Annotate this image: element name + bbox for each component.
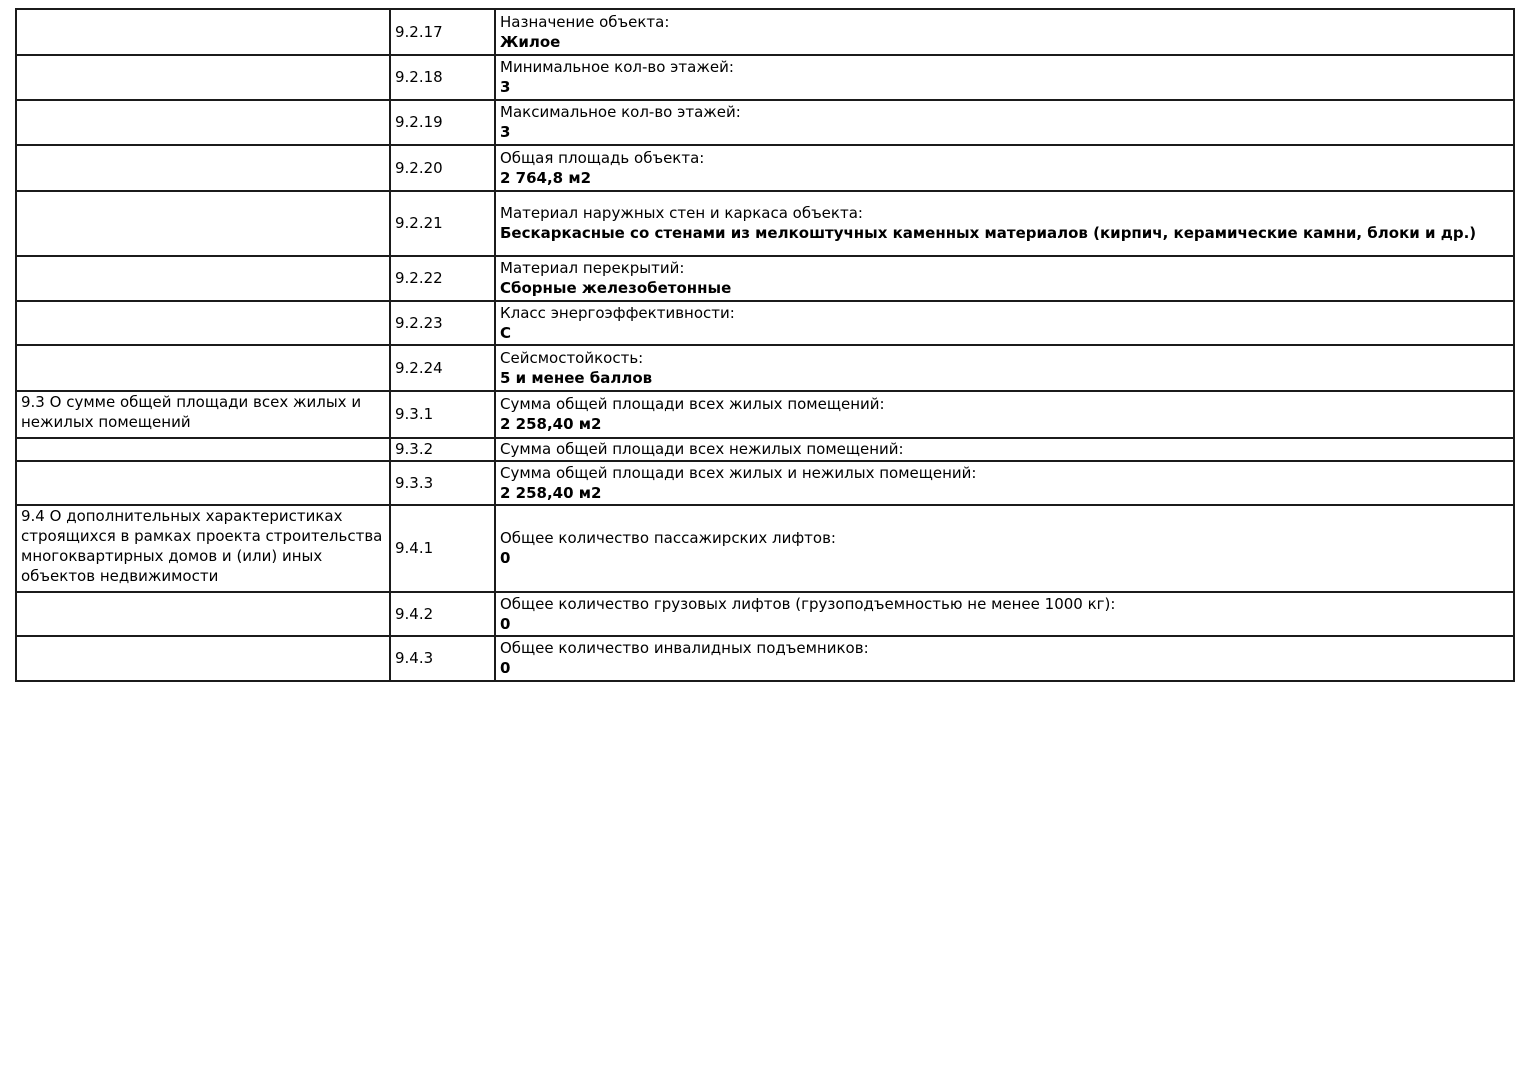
- declaration-table: [15, 8, 1515, 682]
- info-cell: [495, 301, 1514, 345]
- field-value: 0: [500, 614, 511, 633]
- item-number-cell: 9.2.21: [390, 191, 495, 256]
- field-label: Назначение объекта:: [500, 12, 670, 31]
- item-number-cell: 9.2.23: [390, 301, 495, 345]
- field-label: Класс энергоэффективности:: [500, 303, 735, 322]
- field-value: Сборные железобетонные: [500, 279, 732, 297]
- info-cell: [495, 391, 1514, 438]
- table-row: [16, 438, 1514, 461]
- item-number-cell: 9.2.22: [390, 256, 495, 301]
- section-cell: [16, 55, 390, 100]
- info-cell: [495, 438, 1514, 461]
- section-cell: 9.3 О сумме общей площади всех жилых и нежилых помещений: [16, 391, 390, 438]
- table-row: [16, 345, 1514, 391]
- table-row: [16, 592, 1514, 636]
- field-value: 5 и менее баллов: [500, 368, 653, 387]
- section-cell: [16, 145, 390, 191]
- info-cell: [495, 345, 1514, 391]
- section-cell: [16, 9, 390, 55]
- section-cell: [16, 592, 390, 636]
- info-cell: [495, 191, 1514, 256]
- field-label: Максимальное кол-во этажей:: [500, 103, 741, 121]
- section-cell: [16, 256, 390, 301]
- table-row: [16, 301, 1514, 345]
- field-label: Сейсмостойкость:: [500, 348, 644, 367]
- table-row: [16, 461, 1514, 505]
- item-number-cell: 9.3.1: [390, 391, 495, 438]
- item-number-cell: 9.3.3: [390, 461, 495, 505]
- section-cell: [16, 636, 390, 681]
- field-value: 2 764,8 м2: [500, 168, 592, 187]
- info-cell: [495, 100, 1514, 145]
- section-cell: 9.4 О дополнительных характеристиках строящихся в рамках проекта строительства многоквартирных домов и (или) иных объектов недвижимости: [16, 505, 390, 592]
- item-number-cell: 9.2.24: [390, 345, 495, 391]
- item-number-cell: 9.2.18: [390, 55, 495, 100]
- field-label: Сумма общей площади всех жилых помещений:: [500, 395, 885, 413]
- field-value: 0: [500, 659, 511, 677]
- table-row: [16, 191, 1514, 256]
- info-cell: [495, 256, 1514, 301]
- item-number-cell: 9.4.3: [390, 636, 495, 681]
- field-label: Общее количество пассажирских лифтов:: [500, 529, 836, 547]
- section-cell: [16, 100, 390, 145]
- field-label: Материал наружных стен и каркаса объекта:: [500, 204, 863, 222]
- table-row: [16, 391, 1514, 438]
- field-value: 3: [500, 78, 511, 96]
- field-value: 0: [500, 549, 511, 567]
- field-label: Сумма общей площади всех нежилых помещений:: [500, 440, 904, 458]
- info-cell: [495, 145, 1514, 191]
- info-cell: [495, 461, 1514, 505]
- table-row: [16, 505, 1514, 592]
- field-label: Минимальное кол-во этажей:: [500, 58, 734, 76]
- section-cell: [16, 191, 390, 256]
- field-value: Жилое: [500, 32, 561, 51]
- item-number-cell: 9.2.19: [390, 100, 495, 145]
- field-value: Бескаркасные со стенами из мелкоштучных каменных материалов (кирпич, керамические камни, блоки и др.): [500, 224, 1477, 242]
- info-cell: [495, 9, 1514, 55]
- table-row: [16, 9, 1514, 55]
- table-row: [16, 100, 1514, 145]
- field-label: Сумма общей площади всех жилых и нежилых помещений:: [500, 463, 977, 482]
- field-value: 2 258,40 м2: [500, 415, 602, 433]
- item-number-cell: 9.2.20: [390, 145, 495, 191]
- info-cell: [495, 592, 1514, 636]
- item-number-cell: 9.4.1: [390, 505, 495, 592]
- field-value: С: [500, 323, 512, 342]
- field-label: Общая площадь объекта:: [500, 148, 705, 167]
- info-cell: [495, 636, 1514, 681]
- field-value: 3: [500, 123, 511, 141]
- item-number-cell: 9.2.17: [390, 9, 495, 55]
- field-label: Материал перекрытий:: [500, 259, 685, 277]
- section-cell: [16, 345, 390, 391]
- item-number-cell: 9.3.2: [390, 438, 495, 461]
- table-row: [16, 55, 1514, 100]
- field-label: Общее количество инвалидных подъемников:: [500, 639, 869, 657]
- section-cell: [16, 438, 390, 461]
- field-label: Общее количество грузовых лифтов (грузоподъемностью не менее 1000 кг):: [500, 594, 1116, 613]
- info-cell: [495, 505, 1514, 592]
- table-row: [16, 256, 1514, 301]
- table-row: [16, 145, 1514, 191]
- field-value: 2 258,40 м2: [500, 483, 602, 502]
- item-number-cell: 9.4.2: [390, 592, 495, 636]
- section-cell: [16, 301, 390, 345]
- table-row: [16, 636, 1514, 681]
- section-cell: [16, 461, 390, 505]
- info-cell: [495, 55, 1514, 100]
